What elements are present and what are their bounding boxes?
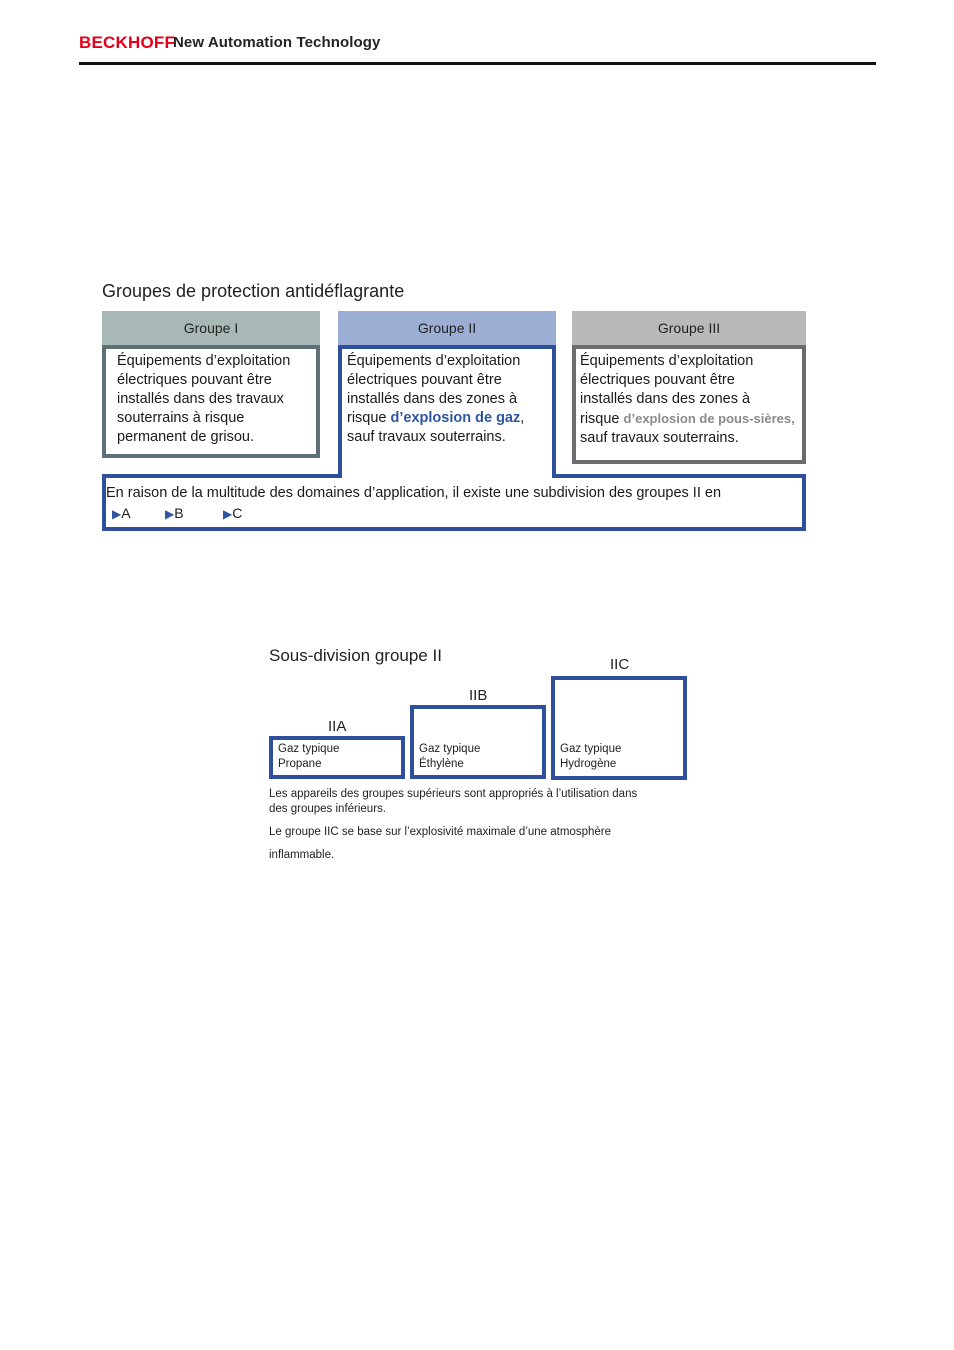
group-1-header: Groupe I (102, 311, 320, 345)
play-arrow-icon: ▶ (112, 507, 122, 521)
gas-box-line: Gaz typique (278, 743, 340, 755)
group-2-box (338, 345, 556, 455)
group-1-line: souterrains à risque (117, 410, 245, 426)
subdivision-item-c: ▶C (223, 505, 243, 521)
note-1 (269, 787, 637, 817)
note-line: Les appareils des groupes supérieurs sont appropriés à l’utilisation dans (269, 788, 638, 800)
group-3-box (572, 345, 806, 464)
group-2-line (347, 409, 548, 428)
group-3-text: risque (580, 411, 624, 427)
subdivision-item-b: ▶B (165, 505, 184, 521)
gas-box-line: Propane (278, 758, 322, 770)
gas-explosion-highlight: d’explosion de gaz (390, 410, 521, 426)
subdivision-text: En raison de la multitude des domaines d’application, il existe une subdivision des groupes II en (106, 485, 722, 501)
gas-box-line: Gaz typique (560, 743, 622, 755)
note-line: des groupes inférieurs. (269, 803, 386, 815)
dust-explosion-highlight: d’explosion de pous-sières, (623, 411, 795, 426)
header-rule (79, 62, 876, 65)
group-1-line: Équipements d’exploitation (117, 353, 291, 369)
group-3-line: sauf travaux souterrains. (580, 430, 739, 446)
iia-box (269, 736, 405, 779)
group-1-line: électriques pouvant être (117, 372, 272, 388)
iic-label: IIC (610, 656, 630, 673)
group-3-line (580, 409, 798, 429)
iib-label: IIB (469, 687, 488, 704)
subdivision-title: Sous-division groupe II (269, 646, 442, 665)
group-2-text: risque (347, 410, 391, 426)
iia-label: IIA (328, 718, 347, 735)
play-arrow-icon: ▶ (223, 507, 233, 521)
group-3-line: Équipements d’exploitation (580, 353, 754, 369)
group-2-line: Équipements d’exploitation (347, 353, 521, 369)
group-3-line: électriques pouvant être (580, 372, 735, 388)
group-2-header: Groupe II (338, 311, 556, 345)
section-title: Groupes de protection antidéflagrante (102, 281, 405, 301)
group-2-text: , (520, 410, 525, 426)
subdivision-box (102, 474, 806, 531)
group-1-line: permanent de grisou. (117, 429, 255, 445)
group-3-header: Groupe III (572, 311, 806, 345)
gas-box-line: Hydrogène (560, 758, 617, 770)
brand-tagline: New Automation Technology (173, 34, 381, 51)
group-2-line: électriques pouvant être (347, 372, 502, 388)
play-arrow-icon: ▶ (165, 507, 175, 521)
note-line: Le groupe IIC se base sur l’explosivité maximale d’une atmosphère (269, 826, 611, 838)
group-3-line: installés dans des zones à (580, 391, 751, 407)
group-2-line: installés dans des zones à (347, 391, 518, 407)
gas-box-line: Gaz typique (419, 743, 481, 755)
note-2 (269, 825, 611, 863)
brand-logo: BECKHOFF (79, 33, 176, 52)
group-1-line: installés dans des travaux (117, 391, 284, 407)
iic-box (551, 676, 687, 780)
subdivision-item-a: ▶A (112, 505, 131, 521)
group-1-box (102, 345, 320, 458)
note-line: inflammable. (269, 849, 335, 861)
connector-gap (342, 474, 552, 478)
gas-box-line: Éthylène (419, 758, 464, 770)
iib-box (410, 705, 546, 779)
group-2-line: sauf travaux souterrains. (347, 429, 506, 445)
